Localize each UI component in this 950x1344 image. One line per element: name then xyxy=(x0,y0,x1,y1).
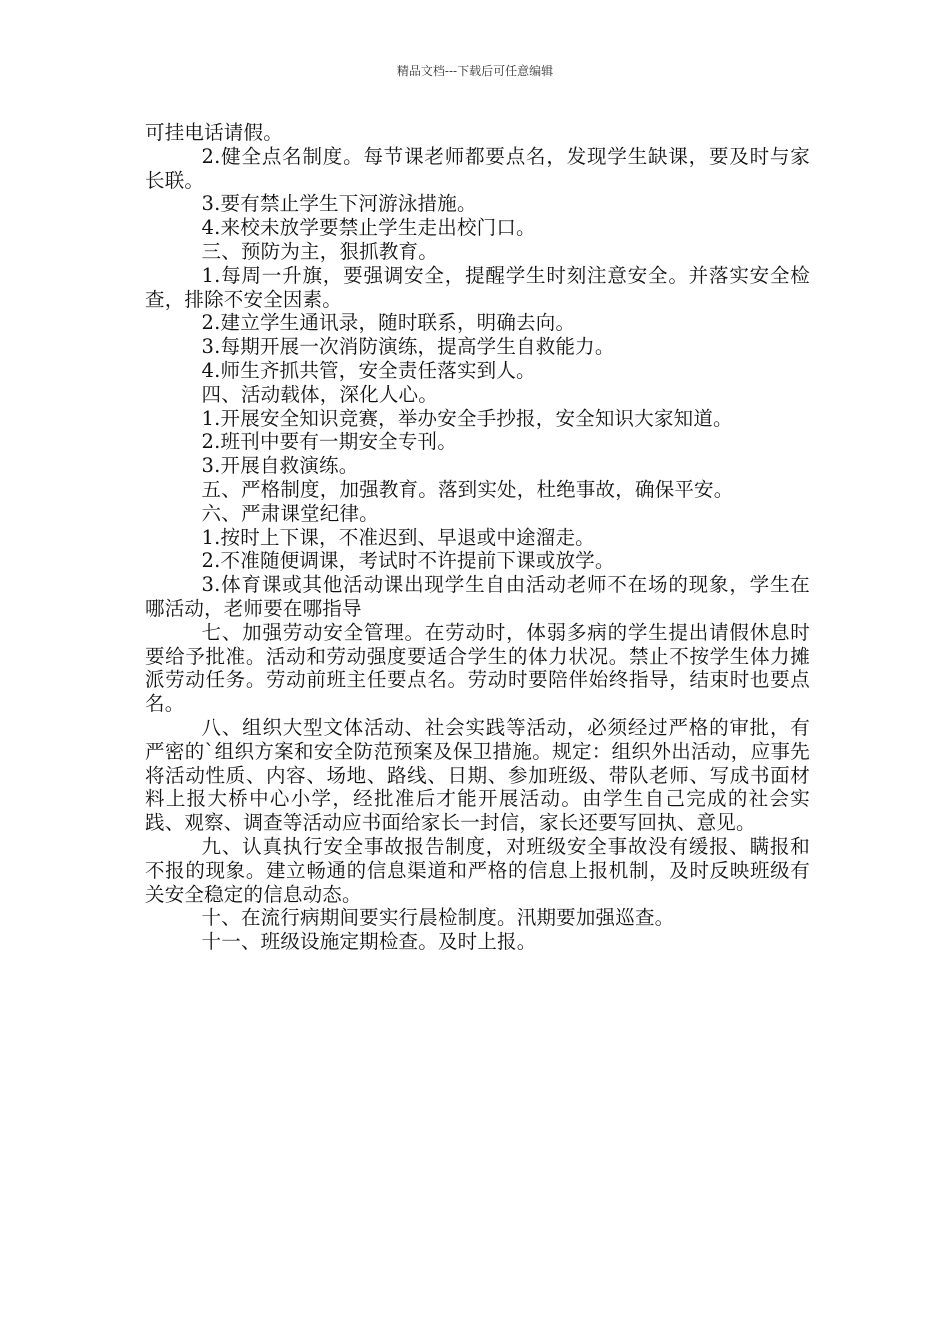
document-body xyxy=(145,121,810,954)
paragraph: 1.每周一升旗，要强调安全，提醒学生时刻注意安全。并落实安全检查，排除不安全因素。 xyxy=(145,263,810,311)
paragraph: 3.每期开展一次消防演练，提高学生自救能力。 xyxy=(201,335,615,359)
paragraph: 2.班刊中要有一期安全专刊。 xyxy=(201,430,457,454)
section-heading: 三、预防为主，狠抓教育。 xyxy=(201,239,438,263)
section-paragraph: 十一、班级设施定期检查。及时上报。 xyxy=(201,930,537,954)
paragraph: 3.体育课或其他活动课出现学生自由活动老师不在场的现象，学生在哪活动，老师要在哪指导 xyxy=(145,573,810,620)
section-paragraph: 九、认真执行安全事故报告制度，对班级安全事故没有缓报、瞒报和不报的现象。建立畅通的信息渠道和严格的信息上报机制，及时反映班级有关安全稳定的信息动态。 xyxy=(145,834,810,906)
paragraph: 3.要有禁止学生下河游泳措施。 xyxy=(201,192,477,216)
paragraph: 4.来校未放学要禁止学生走出校门口。 xyxy=(201,216,536,240)
section-paragraph: 八、组织大型文体活动、社会实践等活动，必须经过严格的审批，有严密的`组织方案和安全防范预案及保卫措施。规定：组织外出活动，应事先将活动性质、内容、场地、路线、日期、参加班级、带队老师、写成书面材料上报大桥中心小学，经批准后才能开展活动。由学生自己完成的社会实践、观察、调查等活动应书面给家长一封信，家长还要写回执、意见。 xyxy=(145,715,810,835)
section-paragraph: 七、加强劳动安全管理。在劳动时，体弱多病的学生提出请假休息时要给予批准。活动和劳动强度要适合学生的体力状况。禁止不按学生体力摊派劳动任务。劳动前班主任要点名。劳动时要陪伴始终指导，结束时也要点名。 xyxy=(145,620,810,716)
paragraph: 3.开展自救演练。 xyxy=(201,454,359,478)
paragraph: 2.不准随便调课，考试时不许提前下课或放学。 xyxy=(201,549,615,573)
paragraph: 2.建立学生通讯录，随时联系，明确去向。 xyxy=(201,311,576,335)
paragraph: 可挂电话请假。 xyxy=(145,121,283,144)
paragraph: 2.健全点名制度。每节课老师都要点名，发现学生缺课，要及时与家长联。 xyxy=(145,144,810,192)
page-header: 精品文档---下载后可任意编辑 xyxy=(396,64,554,78)
section-heading: 六、严肃课堂纪律。 xyxy=(201,501,379,525)
section-heading: 五、严格制度，加强教育。落到实处，杜绝事故，确保平安。 xyxy=(201,477,734,501)
paragraph: 4.师生齐抓共管，安全责任落实到人。 xyxy=(201,358,536,382)
section-heading: 四、活动载体，深化人心。 xyxy=(201,382,438,406)
section-paragraph: 十、在流行病期间要实行晨检制度。汛期要加强巡查。 xyxy=(201,906,675,930)
paragraph: 1.开展安全知识竞赛，举办安全手抄报，安全知识大家知道。 xyxy=(201,406,733,430)
paragraph: 1.按时上下课，不准迟到、早退或中途溜走。 xyxy=(201,525,595,549)
